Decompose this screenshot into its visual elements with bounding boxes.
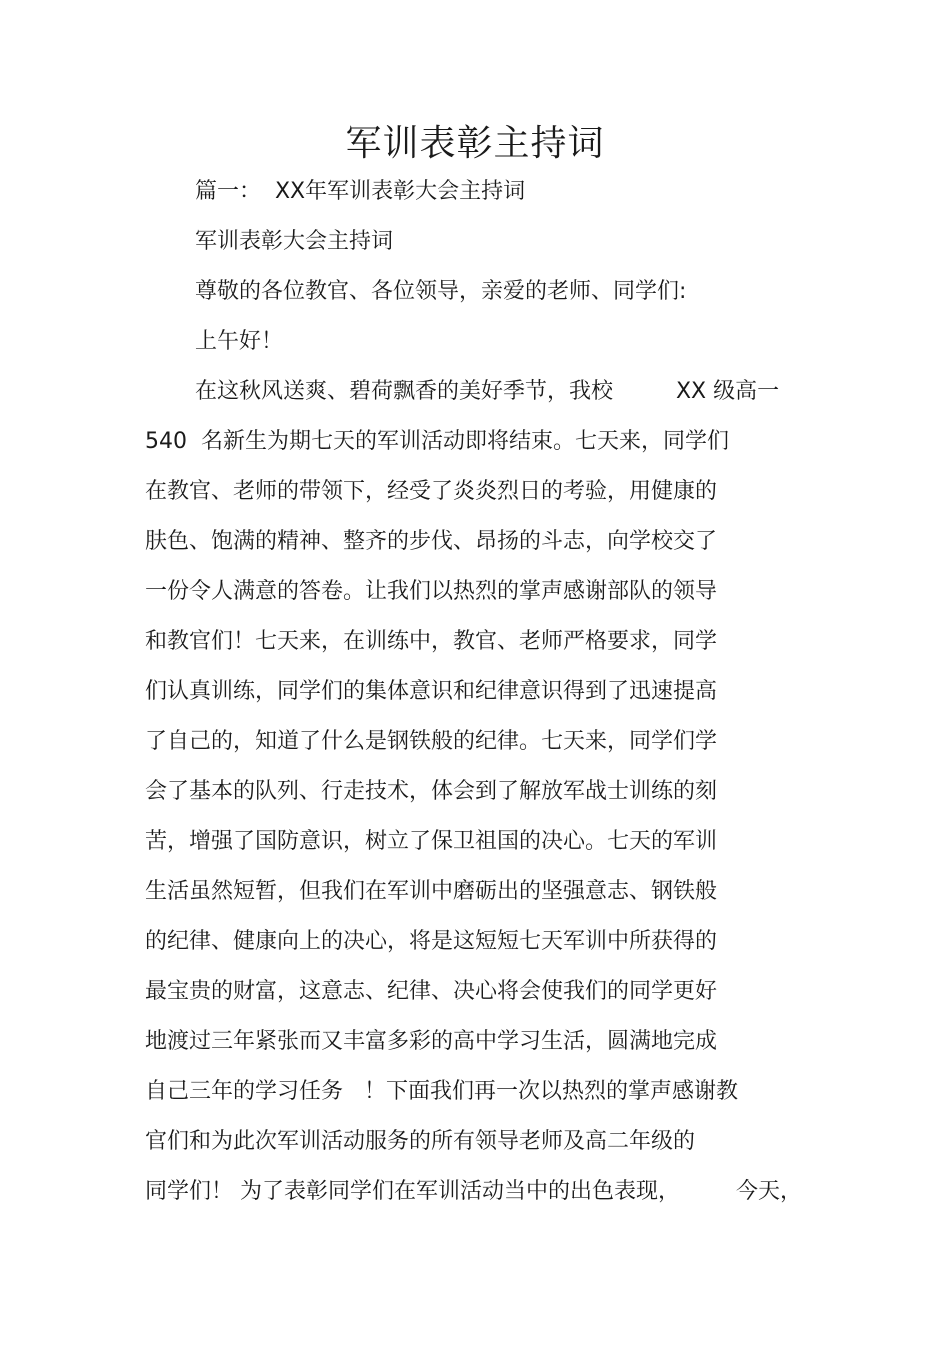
- paragraph-line: 地渡过三年紧张而又丰富多彩的高中学习生活，圆满地完成: [145, 1029, 718, 1054]
- paragraph-line: 官们和为此次军训活动服务的所有领导老师及高二年级的: [145, 1129, 696, 1154]
- paragraph-line: 们认真训练，同学们的集体意识和纪律意识得到了迅速提高: [145, 679, 718, 704]
- paragraph-line: 在教官、老师的带领下，经受了炎炎烈日的考验，用健康的: [145, 479, 718, 504]
- paragraph-line: 生活虽然短暂，但我们在军训中磨砺出的坚强意志、钢铁般: [145, 879, 718, 904]
- paragraph-line: 苦，增强了国防意识，树立了保卫祖国的决心。七天的军训: [145, 829, 718, 854]
- document-title: 军训表彰主持词: [345, 123, 605, 164]
- section-heading: 篇一： XX年军训表彰大会主持词: [195, 179, 526, 204]
- paragraph-line: 和教官们！七天来，在训练中，教官、老师严格要求，同学: [145, 629, 718, 654]
- paragraph-line: 540 名新生为期七天的军训活动即将结束。七天来，同学们: [145, 429, 729, 454]
- paragraph-line: 会了基本的队列、行走技术，体会到了解放军战士训练的刻: [145, 779, 718, 804]
- paragraph-line: 了自己的，知道了什么是钢铁般的纪律。七天来，同学们学: [145, 729, 718, 754]
- paragraph-line: 最宝贵的财富，这意志、纪律、决心将会使我们的同学更好: [145, 979, 718, 1004]
- greeting: 上午好！: [195, 329, 284, 354]
- salutation: 尊敬的各位教官、各位领导，亲爱的老师、同学们:: [195, 279, 687, 304]
- paragraph-line: 在这秋风送爽、碧荷飘香的美好季节，我校 XX 级高一: [195, 379, 780, 404]
- paragraph-line: 肤色、饱满的精神、整齐的步伐、昂扬的斗志，向学校交了: [145, 529, 718, 554]
- paragraph-line: 的纪律、健康向上的决心，将是这短短七天军训中所获得的: [145, 929, 718, 954]
- subheading: 军训表彰大会主持词: [195, 229, 394, 254]
- paragraph-line: 一份令人满意的答卷。让我们以热烈的掌声感谢部队的领导: [145, 579, 718, 604]
- paragraph-line: 同学们！ 为了表彰同学们在军训活动当中的出色表现， 今天，: [145, 1179, 802, 1204]
- paragraph-line: 自己三年的学习任务 ！下面我们再一次以热烈的掌声感谢教: [145, 1079, 738, 1104]
